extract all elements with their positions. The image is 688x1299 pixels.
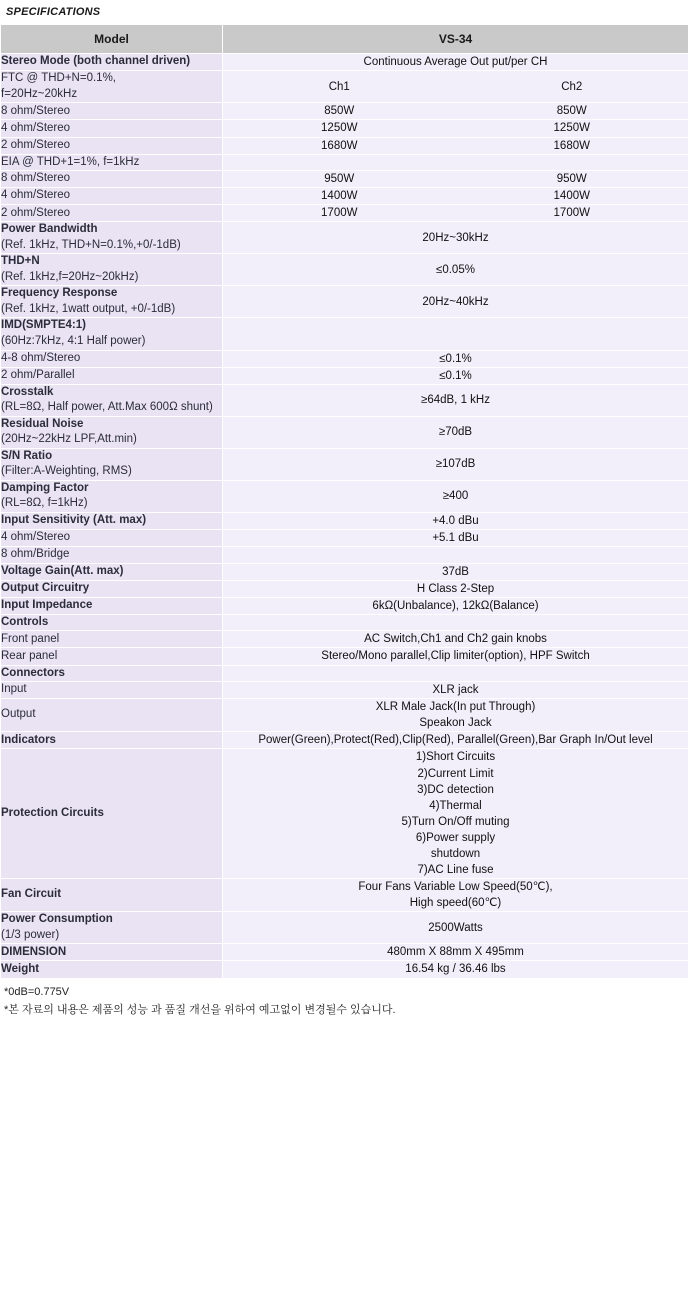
row-value	[223, 879, 688, 912]
row-value: ≤0.1%	[223, 350, 688, 367]
row-value: 20Hz~40kHz	[223, 286, 688, 318]
row-value: ≥70dB	[223, 416, 688, 448]
table-row	[1, 631, 688, 648]
row-value	[223, 188, 688, 205]
row-label-sub: (60Hz:7kHz, 4:1 Half power)	[1, 335, 146, 347]
value-line: 7)AC Line fuse	[417, 864, 494, 877]
row-value: ≥107dB	[223, 448, 688, 480]
table-row	[1, 171, 688, 188]
table-row	[1, 154, 688, 171]
table-row	[1, 547, 688, 564]
row-value	[223, 205, 688, 222]
row-value: 37dB	[223, 563, 688, 580]
row-label-main: FTC @ THD+N=0.1%,	[1, 72, 116, 85]
row-label	[1, 912, 223, 944]
table-row	[1, 71, 688, 103]
table-row	[1, 367, 688, 384]
row-label-sub: (Filter:A-Weighting, RMS)	[1, 465, 132, 478]
table-row	[1, 318, 688, 350]
row-value	[223, 699, 688, 732]
table-row	[1, 580, 688, 597]
row-label: Stereo Mode (both channel driven)	[1, 54, 223, 71]
row-value: H Class 2-Step	[223, 580, 688, 597]
table-row	[1, 480, 688, 512]
value-ch2: 850W	[556, 105, 587, 118]
row-label: 2 ohm/Parallel	[1, 367, 223, 384]
table-row	[1, 188, 688, 205]
table-row	[1, 222, 688, 254]
value-ch1: 850W	[324, 105, 355, 118]
value-line: 6)Power supply	[415, 831, 496, 844]
row-label: 8 ohm/Stereo	[1, 171, 223, 188]
row-label: EIA @ THD+1=1%, f=1kHz	[1, 154, 223, 171]
row-value: ≥64dB, 1 kHz	[223, 384, 688, 416]
row-label: Weight	[1, 961, 223, 978]
table-row	[1, 912, 688, 944]
row-label: Connectors	[1, 665, 223, 682]
table-row	[1, 749, 688, 879]
table-row	[1, 416, 688, 448]
row-value: 2500Watts	[223, 912, 688, 944]
row-label: 4 ohm/Stereo	[1, 188, 223, 205]
row-label: Output	[1, 699, 223, 732]
row-value	[223, 547, 688, 564]
row-label-main: IMD(SMPTE4:1)	[1, 319, 86, 332]
row-label-main: Frequency Response	[1, 287, 118, 300]
row-label-main: Power Consumption	[1, 913, 113, 926]
row-label-sub: (Ref. 1kHz, 1watt output, +0/-1dB)	[1, 302, 176, 315]
header-model-label: Model	[1, 25, 223, 54]
row-value	[223, 665, 688, 682]
row-label-sub: (Ref. 1kHz,f=20Hz~20kHz)	[1, 270, 139, 283]
value-ch2: 1250W	[553, 122, 590, 135]
row-label: 4 ohm/Stereo	[1, 120, 223, 137]
row-label: Output Circuitry	[1, 580, 223, 597]
page-title: SPECIFICATIONS	[6, 6, 101, 18]
row-label: Input	[1, 682, 223, 699]
value-line: Four Fans Variable Low Speed(50℃),	[358, 881, 553, 894]
footnotes	[0, 979, 688, 1022]
row-label-sub: (1/3 power)	[1, 928, 60, 941]
row-value: 6kΩ(Unbalance), 12kΩ(Balance)	[223, 597, 688, 614]
table-row	[1, 614, 688, 631]
row-value: +5.1 dBu	[223, 529, 688, 546]
value-line: 2)Current Limit	[417, 767, 494, 780]
table-row	[1, 137, 688, 154]
table-row	[1, 384, 688, 416]
row-value: +4.0 dBu	[223, 512, 688, 529]
row-label-main: Damping Factor	[1, 481, 89, 494]
row-label-main: Residual Noise	[1, 417, 84, 430]
row-label: Indicators	[1, 732, 223, 749]
table-row	[1, 286, 688, 318]
row-value: 480mm X 88mm X 495mm	[223, 944, 688, 961]
table-row	[1, 205, 688, 222]
table-row	[1, 54, 688, 71]
row-value: 16.54 kg / 36.46 lbs	[223, 961, 688, 978]
table-row	[1, 879, 688, 912]
row-label: 2 ohm/Stereo	[1, 137, 223, 154]
table-row	[1, 448, 688, 480]
row-label: 4-8 ohm/Stereo	[1, 350, 223, 367]
row-label	[1, 448, 223, 480]
row-label: Input Impedance	[1, 597, 223, 614]
row-label: Fan Circuit	[1, 879, 223, 912]
row-value	[223, 318, 688, 350]
value-ch2: 1700W	[553, 207, 590, 220]
row-label-sub: f=20Hz~20kHz	[1, 87, 78, 100]
row-label-main: Power Bandwidth	[1, 223, 98, 236]
header-model-value: VS-34	[223, 25, 688, 54]
row-label: 4 ohm/Stereo	[1, 529, 223, 546]
row-value	[223, 103, 688, 120]
specifications-table	[0, 24, 688, 979]
value-line: 4)Thermal	[429, 799, 482, 812]
value-line: High speed(60℃)	[409, 897, 502, 910]
table-row	[1, 665, 688, 682]
value-line: Speakon Jack	[419, 717, 492, 730]
row-label-sub: (RL=8Ω, f=1kHz)	[1, 497, 88, 510]
table-row	[1, 648, 688, 665]
table-row	[1, 120, 688, 137]
value-line: 3)DC detection	[417, 783, 494, 796]
table-row	[1, 103, 688, 120]
table-row	[1, 512, 688, 529]
row-label	[1, 286, 223, 318]
value-line: 1)Short Circuits	[415, 751, 496, 764]
row-label-sub: (Ref. 1kHz, THD+N=0.1%,+0/-1dB)	[1, 238, 181, 251]
table-row	[1, 254, 688, 286]
value-ch1: 1400W	[321, 190, 358, 203]
row-value	[223, 749, 688, 879]
value-ch1: 1680W	[321, 139, 358, 152]
table-row	[1, 961, 688, 978]
row-value	[223, 154, 688, 171]
row-label	[1, 318, 223, 350]
table-row	[1, 563, 688, 580]
row-label	[1, 71, 223, 103]
table-row	[1, 732, 688, 749]
row-label: Rear panel	[1, 648, 223, 665]
table-row	[1, 699, 688, 732]
row-label	[1, 222, 223, 254]
row-label: Protection Circuits	[1, 749, 223, 879]
row-value: Stereo/Mono parallel,Clip limiter(option), HPF Switch	[223, 648, 688, 665]
footnote-1: *본 자료의 내용은 제품의 성능 과 품질 개선을 위하여 예고없이 변경될수 있습니다.	[4, 1004, 396, 1017]
value-ch1: 950W	[324, 173, 355, 186]
table-row	[1, 597, 688, 614]
row-label-sub: (RL=8Ω, Half power, Att.Max 600Ω shunt)	[1, 401, 213, 414]
value-line: 5)Turn On/Off muting	[401, 815, 510, 828]
row-value: XLR jack	[223, 682, 688, 699]
row-label	[1, 254, 223, 286]
row-label: DIMENSION	[1, 944, 223, 961]
table-row	[1, 682, 688, 699]
row-value: Continuous Average Out put/per CH	[223, 54, 688, 71]
row-value	[223, 71, 688, 103]
value-ch2: 950W	[556, 173, 587, 186]
table-row	[1, 944, 688, 961]
row-label: Input Sensitivity (Att. max)	[1, 512, 223, 529]
row-value	[223, 120, 688, 137]
row-value	[223, 171, 688, 188]
row-label-sub: (20Hz~22kHz LPF,Att.min)	[1, 433, 137, 446]
row-label-main: S/N Ratio	[1, 449, 53, 462]
value-ch2: 1680W	[553, 139, 590, 152]
row-label	[1, 384, 223, 416]
row-value: 20Hz~30kHz	[223, 222, 688, 254]
row-label	[1, 480, 223, 512]
table-header-row	[1, 25, 688, 54]
row-value: ≤0.05%	[223, 254, 688, 286]
row-label-main: THD+N	[1, 255, 40, 268]
footnote-0: *0dB=0.775V	[4, 985, 70, 998]
value-line: XLR Male Jack(In put Through)	[375, 701, 536, 714]
row-label: Voltage Gain(Att. max)	[1, 563, 223, 580]
row-value: ≤0.1%	[223, 367, 688, 384]
row-label: 8 ohm/Stereo	[1, 103, 223, 120]
row-label	[1, 416, 223, 448]
value-ch2: Ch2	[561, 80, 583, 93]
row-value	[223, 137, 688, 154]
row-value: Power(Green),Protect(Red),Clip(Red), Parallel(Green),Bar Graph In/Out level	[223, 732, 688, 749]
table-body	[1, 25, 688, 979]
value-line: shutdown	[430, 847, 481, 860]
value-ch1: Ch1	[328, 80, 350, 93]
table-row	[1, 529, 688, 546]
value-ch2: 1400W	[553, 190, 590, 203]
row-value	[223, 614, 688, 631]
row-value: ≥400	[223, 480, 688, 512]
value-ch1: 1700W	[321, 207, 358, 220]
row-label: 2 ohm/Stereo	[1, 205, 223, 222]
row-label: Front panel	[1, 631, 223, 648]
row-label: 8 ohm/Bridge	[1, 547, 223, 564]
value-ch1: 1250W	[321, 122, 358, 135]
row-label-main: Crosstalk	[1, 385, 54, 398]
row-label: Controls	[1, 614, 223, 631]
table-row	[1, 350, 688, 367]
row-value: AC Switch,Ch1 and Ch2 gain knobs	[223, 631, 688, 648]
